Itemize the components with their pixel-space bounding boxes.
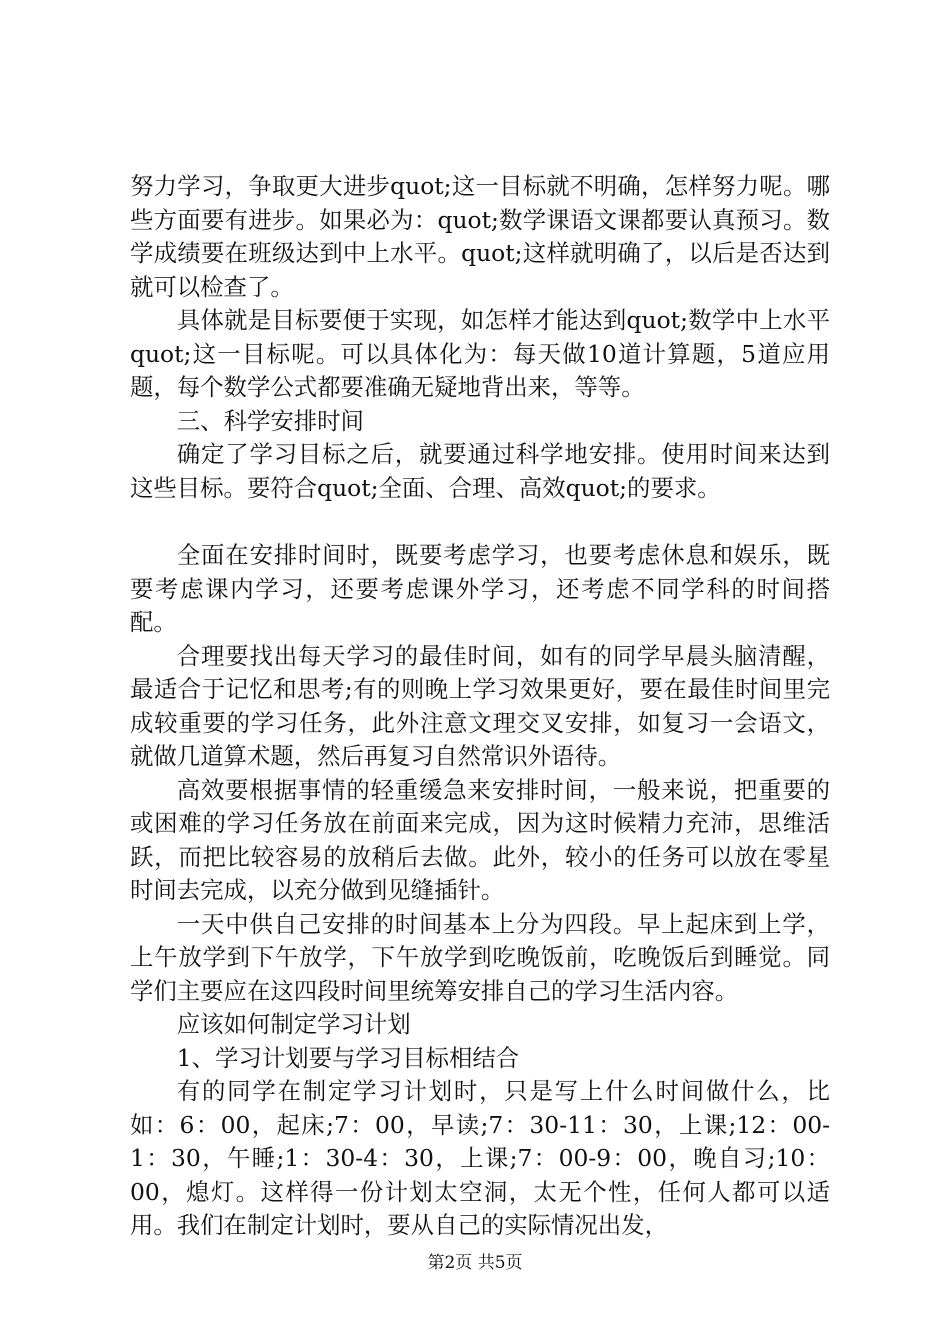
paragraph-6: 高效要根据事情的轻重缓急来安排时间，一般来说，把重要的或困难的学习任务放在前面来完成，因为这时候精力充沛，思维活跃，而把比较容易的放稍后去做。此外，较小的任务可以放在零星时间去完成，以充分做到见缝插针。	[130, 775, 830, 904]
paragraph-2: 具体就是目标要便于实现，如怎样才能达到quot;数学中上水平quot;这一目标呢。可以具体化为：每天做10道计算题，5道应用题，每个数学公式都要准确无疑地背出来，等等。	[130, 306, 830, 401]
paragraph-7: 一天中供自己安排的时间基本上分为四段。早上起床到上学，上午放学到下午放学，下午放学到吃晚饭前，吃晚饭后到睡觉。同学们主要应在这四段时间里统筹安排自己的学习生活内容。	[130, 909, 830, 1005]
subheading-plan-goal: 1、学习计划要与学习目标相结合	[176, 1043, 520, 1072]
paragraph-5: 合理要找出每天学习的最佳时间，如有的同学早晨头脑清醒，最适合于记忆和思考;有的则晚上学习效果更好，要在最佳时间里完成较重要的学习任务，此外注意文理交叉安排，如复习一会语文，就做几道算术题，然后再复习自然常识外语待。	[130, 641, 830, 770]
paragraph-1: 努力学习，争取更大进步quot;这一目标就不明确，怎样努力呢。哪些方面要有进步。如果必为：quot;数学课语文课都要认真预习。数学成绩要在班级达到中上水平。quot;这样就明确了，以后是否达到就可以检查了。	[130, 172, 830, 301]
paragraph-8: 有的同学在制定学习计划时，只是写上什么时间做什么，比如：6：00，起床;7：00，早读;7：30-11：30，上课;12：00-1：30，午睡;1：30-4：30，上课;7：00-9：00，晚自习;10：00，熄灯。这样得一份计划太空洞，太无个性，任何人都可以适用。我们在制定计划时，要从自己的实际情况出发，	[130, 1077, 830, 1239]
document-body	[130, 170, 830, 1243]
section-heading-schedule: 三、科学安排时间	[176, 406, 364, 435]
page-number-footer: 第2页 共5页	[427, 1253, 523, 1273]
section-heading-plan: 应该如何制定学习计划	[176, 1010, 411, 1038]
paragraph-3: 确定了学习目标之后，就要通过科学地安排。使用时间来达到这些目标。要符合quot;全面、合理、高效quot;的要求。	[130, 440, 830, 502]
paragraph-4: 全面在安排时间时，既要考虑学习，也要考虑休息和娱乐，既要考虑课内学习，还要考虑课外学习，还考虑不同学科的时间搭配。	[130, 541, 830, 636]
